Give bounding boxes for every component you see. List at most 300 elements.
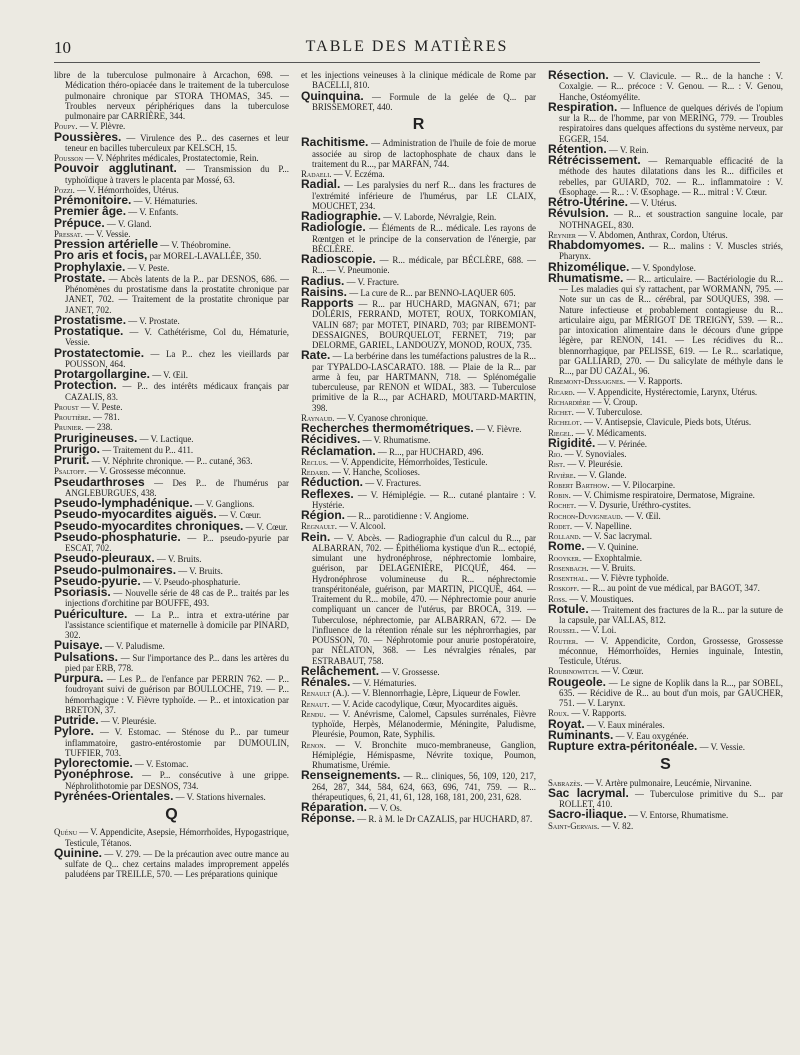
- entry-text: — Le signe de Koplik dans la R..., par SOBEL, 635. — Récidive de R... au bout d'un mois, par GAUCHER, 751. — V. Larynx.: [559, 677, 783, 708]
- entry-text: — V. Utérus.: [628, 198, 677, 208]
- entry-text: — V. Vessie.: [697, 742, 745, 752]
- entry-heading: Rétro-Utérine.: [548, 195, 629, 209]
- entry-text: — V. Antisepsie, Clavicule, Pieds bots, Utérus.: [581, 417, 752, 428]
- index-entry: [54, 827, 289, 848]
- entry-text: — V. Synoviales.: [562, 449, 627, 459]
- entry-heading: Roussel.: [548, 625, 579, 636]
- section-letter: R: [412, 116, 425, 133]
- index-entry: [548, 521, 783, 531]
- entry-text: — R... parotidienne : V. Angiome.: [345, 511, 469, 521]
- index-entry: [548, 674, 783, 709]
- entry-text: — 781.: [90, 412, 120, 422]
- index-entry: [54, 270, 289, 315]
- entry-heading: Rosenbach.: [548, 562, 589, 573]
- entry-text: — V. Œil.: [622, 510, 661, 521]
- entry-text: — V. Cyanose chronique.: [334, 412, 428, 423]
- entry-heading: Raynaud.: [301, 412, 335, 423]
- entry-text: — V. Rein.: [606, 144, 649, 155]
- section-letter: Q: [165, 806, 178, 823]
- entry-text: — V. Loi.: [578, 625, 617, 636]
- index-entry: [548, 417, 783, 427]
- index-column-left: [54, 70, 289, 1040]
- entry-text: — V. Pleurésie.: [565, 459, 623, 470]
- index-entry: [301, 677, 536, 688]
- entry-heading: Rochon-Duvigneaud.: [548, 510, 623, 521]
- index-entry: [54, 129, 289, 154]
- entry-heading: Résection.: [548, 70, 609, 82]
- index-entry: [548, 470, 783, 480]
- entry-text: — V. Chimisme respiratoire, Dermatose, Migraine.: [570, 490, 755, 500]
- entry-heading: Prostatique.: [54, 324, 124, 338]
- entry-text: — V. Théobromine.: [158, 240, 231, 250]
- entry-heading: Ruminants.: [548, 727, 614, 742]
- entry-text: — V. Néphrites médicales, Prostatectomie, Rein.: [82, 153, 259, 163]
- index-columns: [54, 70, 784, 1040]
- entry-text: — La P... intra et extra-utérine par l'assistance scientifique et maternelle à domicile par PINARD, 302.: [65, 609, 289, 640]
- entry-heading: Renaut.: [301, 698, 330, 709]
- entry-text: — V. Néphrite chronique. — P... cutané, 363.: [89, 456, 253, 466]
- entry-text: — V. Eczéma.: [331, 169, 385, 179]
- entry-text: — V. Appendicite, Hémorrhoïdes, Testicule.: [328, 456, 488, 467]
- entry-heading: Rhizomélique.: [548, 259, 630, 274]
- entry-heading: Pseudo-myocardites chroniques.: [54, 518, 244, 533]
- entry-text: — R..., par HUCHARD, 496.: [375, 446, 484, 457]
- entry-text: — V. Cœur.: [216, 510, 262, 521]
- entry-text: — V. Fractures.: [363, 478, 422, 489]
- entry-heading: Reynier: [548, 229, 576, 240]
- entry-heading: Psaltoff.: [54, 466, 87, 477]
- index-entry: [301, 137, 536, 169]
- entry-heading: Rénales.: [301, 675, 351, 689]
- entry-heading: Radiographie.: [301, 209, 382, 223]
- index-entry: [548, 449, 783, 459]
- index-entry: [548, 240, 783, 262]
- index-entry: [54, 412, 289, 422]
- index-entry: [301, 699, 536, 709]
- entry-heading: Reclus.: [301, 456, 329, 467]
- entry-heading: Rhabdomyomes.: [548, 238, 645, 252]
- entry-heading: Réduction.: [301, 475, 363, 490]
- entry-heading: Radiologie.: [301, 220, 366, 235]
- entry-heading: Pseudo-pyurie.: [54, 573, 141, 588]
- index-column-middle: [301, 70, 536, 1040]
- entry-text: — V. Tuberculose.: [573, 407, 643, 417]
- entry-heading: Pseudarthroses: [54, 474, 145, 489]
- entry-text: — R... articulaire. — Bactériologie du R... — Les maladies qui s'y rattachent, par WORMANN, 795. — Note sur un cas de R... cérébral, par SOUQUES, 398. — Nature infectieuse et probablement contagieuse du R... articulaire aigu, par MÉRIGOT DE TREIGNY, 539. — R... par intoxication alimentaire dans le décours d'une grippe légère, par RENON, 141. — Les récidives du R... blennorrhagique, par PELISSE, 619. — Le R... scarlatique, par GALLIARD, 270. — Du salicylate de méthyle dans le R..., par DU CAZAL, 96.: [559, 273, 783, 376]
- index-entry: [548, 636, 783, 667]
- entry-heading: Sabrazès.: [548, 777, 583, 788]
- index-entry: [301, 179, 536, 211]
- entry-heading: Pyonéphrose.: [54, 767, 134, 782]
- entry-text: — V. Enfants.: [126, 207, 179, 218]
- entry-heading: Ribemont-Dessaignes.: [548, 376, 626, 387]
- entry-text: — V. Abcès. — Radiographie d'un calcul du R..., par ALBARRAN, 702. — Épithélioma kystique d'un R... ectopié, simulant une hydronéphrose, néphrectomie lombaire, guérison, par DELAGENIÈRE, PICQUÉ, 464. — Hydronéphrose volumineuse du R... néphrectomie transpéritonéale, guérison, par MARTIN, PICQUÉ, 464. — Traitement du R... mobile, 470. — Néphrectomie pour anurie compliquant un cancer de l'utérus, par BROCA, 319. — Tuberculose, néphrectomie, par ALBARRAN, 672. — De l'influence de la rétention rénale sur les néphrorrhagies, par POUSSON, 70. — Néphrotomie pour anurie postopératoire, par NÉLATON, 368. — Les névralgies rénales, par ESTRABAUT, 758.: [312, 532, 536, 666]
- index-entry: [54, 474, 289, 499]
- entry-heading: Prurit.: [54, 453, 90, 467]
- entry-heading: Purpura.: [54, 671, 104, 685]
- index-entry: [548, 480, 783, 490]
- index-entry: [548, 553, 783, 563]
- entry-text: — Nouvelle série de 48 cas de P... traités par les injections d'orchitine par BOUFFE, 493.: [65, 588, 289, 609]
- entry-heading: Regnault.: [301, 521, 337, 532]
- entry-text: — V. Entorse, Rhumatisme.: [626, 810, 729, 821]
- index-entry: [54, 726, 289, 758]
- index-entry: [301, 254, 536, 276]
- index-entry: [301, 740, 536, 771]
- entry-text: — V. Laborde, Névralgie, Rein.: [381, 212, 497, 222]
- entry-text: — V. Grossesse.: [379, 666, 440, 677]
- index-entry: [548, 208, 783, 230]
- entry-heading: Prurigineuses.: [54, 430, 138, 445]
- entry-text: — Traitement des fractures de la R... par la suture de la capsule, par VALLAS, 812.: [559, 604, 783, 625]
- entry-heading: Renon.: [301, 739, 326, 750]
- entry-heading: Rome.: [548, 539, 585, 554]
- entry-heading: Rein.: [301, 529, 331, 544]
- entry-heading: Radial.: [301, 177, 341, 192]
- entry-heading: Ricard.: [548, 386, 575, 397]
- entry-text: — V. Fièvre.: [473, 424, 522, 434]
- entry-text: — V. Fièvre typhoïde.: [587, 573, 669, 583]
- running-title: TABLE DES MATIÈRES: [305, 38, 509, 55]
- entry-heading: Réponse.: [301, 811, 356, 826]
- entry-heading: Richet.: [548, 407, 574, 417]
- entry-text: — V. Hanche, Scolioses.: [329, 467, 420, 477]
- entry-heading: Pylorectomie.: [54, 756, 133, 770]
- index-entry: [54, 673, 289, 715]
- index-entry: [301, 88, 536, 113]
- entry-heading: Rapports: [301, 296, 354, 310]
- entry-text: — V. Vessie.: [82, 228, 131, 239]
- entry-heading: Respiration.: [548, 99, 618, 114]
- entry-heading: Rist.: [548, 459, 566, 470]
- entry-text: — V. Pleurésie.: [98, 716, 157, 726]
- entry-text: — V. Cœur.: [243, 521, 288, 532]
- entry-text: — V. Pilocarpine.: [609, 479, 676, 490]
- entry-text: — V. Sac lacrymal.: [580, 531, 652, 541]
- entry-heading: Réclamation.: [301, 443, 376, 458]
- index-entry: [548, 563, 783, 573]
- entry-heading: Relâchement.: [301, 663, 380, 678]
- entry-heading: Pseudo-pleuraux.: [54, 551, 155, 566]
- entry-heading: Roux.: [548, 708, 570, 719]
- entry-text: — V. Rapports.: [625, 376, 683, 387]
- index-entry: [54, 455, 289, 466]
- index-entry: [54, 788, 289, 803]
- entry-heading: Prémonitoire.: [54, 193, 132, 207]
- entry-text: — V. Rhumatisme.: [360, 435, 431, 446]
- entry-text: — V. Eau oxygénée.: [613, 730, 689, 741]
- entry-heading: Rotule.: [548, 601, 589, 616]
- entry-heading: Richelot.: [548, 417, 582, 428]
- index-entry: [548, 625, 783, 635]
- entry-text: — R... malins : V. Muscles striés, Pharynx.: [559, 241, 783, 262]
- entry-heading: Premier âge.: [54, 204, 127, 219]
- entry-text: — Les P... de l'enfance par PERRIN 762. — P... foudroyant suivi de guérison par BOULLOCHE, 719. — P... hémorrhagique : V. Fièvre typhoïde. — P... et intoxication par BRETON, 37.: [65, 674, 289, 715]
- entry-text: — V. Artère pulmonaire, Leucémie, Nirvanine.: [582, 777, 752, 788]
- index-entry: [548, 407, 783, 417]
- entry-text: — V. Clavicule. — R... de la hanche : V. Coxalgie. — R... précoce : V. Genou. — R... : V. Genou, Hanche, Ostéomyélite.: [559, 71, 783, 102]
- entry-text: — V. Bruits.: [176, 565, 223, 576]
- index-entry: [548, 500, 783, 510]
- index-entry: [548, 397, 783, 407]
- entry-text: — 238.: [83, 422, 113, 433]
- entry-heading: Poussières.: [54, 129, 122, 144]
- entry-text: — V. Os.: [367, 803, 402, 813]
- entry-heading: Rétrécissement.: [548, 153, 641, 167]
- index-entry: [548, 785, 783, 810]
- entry-text: — R... cliniques, 56, 109, 120, 217, 264, 287, 344, 584, 624, 663, 696, 741, 759. — R... thérapeutiques, 6, 21, 41, 61, 128, 168, 181, 200, 231, 628.: [312, 771, 536, 802]
- entry-heading: Prunier.: [54, 422, 84, 433]
- entry-heading: Reflexes.: [301, 486, 354, 501]
- index-entry: [301, 688, 536, 698]
- entry-heading: Rate.: [301, 348, 331, 363]
- index-column-right: [548, 70, 783, 1040]
- entry-heading: Rivière.: [548, 469, 576, 480]
- entry-text: — Virulence des P... des casernes et leur teneur en bacilles tuberculeux par KELSCH, 15.: [65, 132, 289, 153]
- entry-text: — P... des intérêts médicaux français par CAZALIS, 83.: [65, 381, 289, 402]
- entry-text: — V. Croup.: [590, 396, 638, 407]
- entry-heading: Radaeli.: [301, 169, 332, 179]
- entry-heading: Rétention.: [548, 141, 607, 156]
- index-entry: [54, 402, 289, 412]
- entry-heading: Renault (A.).: [301, 688, 350, 699]
- entry-heading: Rigidité.: [548, 435, 596, 450]
- entry-heading: Renseignements.: [301, 768, 401, 783]
- entry-text: — V. Rapports.: [569, 708, 627, 719]
- entry-text: — V. Bruits.: [154, 554, 202, 565]
- entry-heading: Rougeole.: [548, 674, 607, 689]
- entry-heading: Protargollargine.: [54, 367, 151, 381]
- index-entry: [54, 769, 289, 791]
- entry-text: — Influence de quelques dérivés de l'opium sur la R... de l'homme, par von MERING, 779. — Troubles respiratoires dans quelques affections du système nerveux, par EGGER, 154.: [559, 102, 783, 144]
- index-entry: [548, 490, 783, 500]
- entry-text: — V. Moustiques.: [567, 593, 634, 604]
- entry-heading: Récidives.: [301, 432, 361, 447]
- entry-text: — V. Grossesse méconnue.: [86, 466, 186, 477]
- entry-text: — V. Dysurie, Uréthro-cystites.: [576, 500, 691, 511]
- entry-text: — V. Œil.: [150, 370, 188, 380]
- index-entry: [548, 541, 783, 552]
- entry-heading: Prépuce.: [54, 215, 105, 230]
- entry-text: — V. Gland.: [104, 218, 152, 229]
- entry-text: — La P... chez les vieillards par POUSSON, 464.: [65, 348, 289, 369]
- index-entry: [548, 155, 783, 197]
- entry-text: — Des P... de l'humérus par ANGLEBURGUES, 438.: [65, 477, 289, 498]
- entry-text: — V. 279. — De la précaution avec outre mance au sulfate de Q... chez certains malades improprement appelés paludéens par TREILLE, 570. — Les préparations quinique: [65, 848, 289, 880]
- entry-heading: Pouvoir agglutinant.: [54, 161, 177, 176]
- index-entry: [54, 606, 289, 641]
- entry-heading: Pulsations.: [54, 649, 119, 664]
- entry-text: — V. Spondylose.: [629, 262, 696, 273]
- entry-text: — V. Estomac.: [132, 759, 189, 769]
- entry-text: — Traitement du P... 411.: [100, 444, 194, 455]
- entry-text: — Administration de l'huile de foie de morue associée au sirop de lactophosphate de chaux dans le traitement du R..., par MARFAN, 744.: [312, 138, 536, 169]
- entry-heading: Prostatisme.: [54, 312, 127, 327]
- page-header: [54, 38, 760, 60]
- entry-text: — V. Abdomen, Anthrax, Cordon, Utérus.: [575, 229, 728, 240]
- entry-heading: Quénu: [54, 827, 78, 838]
- entry-text: — V. Paludisme.: [102, 641, 165, 652]
- index-entry: [54, 326, 289, 348]
- entry-heading: Roubinowitch.: [548, 666, 600, 677]
- entry-text: — V. Plèvre.: [77, 121, 126, 132]
- entry-heading: Radioscopie.: [301, 252, 376, 266]
- entry-heading: Rooyker.: [548, 552, 582, 563]
- entry-heading: Pyrénées-Orientales.: [54, 788, 174, 803]
- entry-text: — Remarquable efficacité de la méthode des hautes dilatations dans les R... difficiles et rebelles, par GUIARD, 702. — R... inflammatoire : V. Œsophage. — R... : V. Œsophage. — R... mitral : V. Cœur.: [559, 156, 783, 197]
- entry-heading: Putride.: [54, 713, 99, 727]
- entry-heading: Ross.: [548, 593, 568, 604]
- index-entry: [548, 435, 783, 450]
- index-entry: [548, 741, 783, 752]
- entry-text: — V. Prostate.: [126, 315, 180, 326]
- index-entry: [548, 459, 783, 469]
- entry-heading: Royat.: [548, 716, 585, 731]
- entry-heading: Pylore.: [54, 724, 95, 739]
- entry-text: — V. Périnée.: [595, 438, 648, 449]
- entry-heading: Rio.: [548, 449, 563, 459]
- index-entry: [301, 709, 536, 740]
- entry-heading: Pozzi.: [54, 184, 75, 195]
- entry-heading: Sac lacrymal.: [548, 785, 629, 800]
- entry-heading: Pseudo-myocardites aiguës.: [54, 507, 217, 522]
- entry-heading: Routier.: [548, 635, 579, 646]
- entry-text: — V. Peste.: [78, 401, 123, 412]
- index-entry: [548, 821, 783, 831]
- entry-text: — V. Appendicite, Cordon, Grossesse, Grossesse méconnue, Hémorrhoïdes, Hernies inguinale, Intestin, Testicule, Utérus.: [559, 635, 783, 666]
- index-entry: [548, 809, 783, 820]
- index-entry: [54, 587, 289, 609]
- entry-heading: Psoriasis.: [54, 585, 111, 599]
- entry-text: — R. à M. le Dr CAZALIS, par HUCHARD, 87.: [355, 814, 533, 825]
- entry-heading: Région.: [301, 508, 345, 522]
- entry-text: — V. Hématuries.: [350, 678, 417, 688]
- index-entry: [54, 70, 289, 121]
- entry-text: et les injections veineuses à la clinique médicale de Rome par BACELLI, 810.: [301, 70, 536, 91]
- entry-heading: Recherches thermométriques.: [301, 421, 474, 435]
- index-entry: [548, 376, 783, 386]
- entry-text: — Les paralysies du nerf R... dans les fractures de l'extrémité inférieure de l'humérus, par LE CLAIX, MOUCHET, 234.: [312, 180, 536, 211]
- entry-heading: Rosenthal.: [548, 573, 588, 583]
- entry-heading: Proutière.: [54, 412, 91, 422]
- index-entry: [548, 583, 783, 593]
- index-entry: [548, 99, 783, 144]
- index-entry: [54, 380, 289, 402]
- entry-heading: Pro aris et focis,: [54, 248, 148, 263]
- entry-heading: Rhumatisme.: [548, 270, 624, 285]
- entry-heading: Redard.: [301, 467, 330, 477]
- entry-text: libre de la tuberculose pulmonaire à Arcachon, 698. — Médication théro-opiacée dans le traitement de la tuberculose pulmonaire chronique par STORA THOMAS, 345. — Troubles nerveux périphériques dans la tuberculose pulmonaire par CARRIÈRE, 344.: [54, 70, 289, 121]
- index-entry: [301, 350, 536, 413]
- entry-text: — Tuberculose primitive du S... par ROLLET, 410.: [559, 788, 783, 809]
- entry-text: — La berbérine dans les tuméfactions palustres de la R... par TYPALDO-LASCARATO. 188. — Plaie de la R... par arme à feu, par HARTMANN, 718. — Splénomégalie tuberculeuse, par RENON et WIDAL, 383. — Tuberculose primitive de la R..., par ACHARD, MOUTARD-MARTIN, 398.: [312, 351, 536, 413]
- entry-heading: Quinine.: [54, 845, 102, 860]
- index-entry: [301, 70, 536, 91]
- entry-heading: Prostatectomie.: [54, 345, 145, 360]
- index-entry: [301, 298, 536, 350]
- entry-text: — Exophtalmie.: [581, 552, 643, 563]
- index-entry: [54, 345, 289, 370]
- index-entry: [54, 215, 289, 230]
- entry-heading: Radius.: [301, 273, 345, 288]
- entry-heading: Raisins.: [301, 284, 348, 299]
- entry-heading: Rupture extra-péritonéale.: [548, 739, 698, 753]
- entry-text: — V. Hémiplégie. — R... cutané plantaire : V. Hystérie.: [312, 489, 536, 510]
- index-entry: [301, 813, 536, 824]
- index-entry: [301, 457, 536, 467]
- entry-heading: Proust: [54, 401, 79, 412]
- entry-heading: Sacro-iliaque.: [548, 807, 627, 822]
- index-entry: [301, 486, 536, 511]
- entry-text: — Sur l'importance des P... dans les artères du pied par ERB, 778.: [65, 652, 289, 673]
- index-entry: [548, 387, 783, 397]
- entry-heading: Rendu.: [301, 708, 326, 719]
- index-entry: [548, 601, 783, 626]
- index-entry: [548, 573, 783, 583]
- entry-text: — V. Glande.: [575, 469, 627, 480]
- index-entry: [301, 222, 536, 254]
- entry-heading: Rachitisme.: [301, 135, 369, 150]
- entry-heading: Puisaye.: [54, 638, 103, 653]
- entry-heading: Saint-Gervais.: [548, 820, 600, 831]
- entry-heading: Pressat.: [54, 228, 83, 239]
- index-entry: [548, 270, 783, 377]
- entry-text: — V. Cœur.: [599, 666, 644, 677]
- entry-heading: Puériculture.: [54, 606, 128, 621]
- entry-text: — V. Napelline.: [572, 520, 632, 531]
- entry-text: — V. 82.: [599, 820, 634, 831]
- entry-text: — La cure de R... par BENNO-LAQUER 605.: [347, 287, 516, 298]
- entry-heading: Pousson: [54, 153, 83, 163]
- index-entry: [54, 529, 289, 554]
- entry-text: — V. Hématuries.: [131, 196, 198, 206]
- entry-text: — V. Quinine.: [584, 542, 639, 553]
- entry-heading: Rolland.: [548, 531, 581, 541]
- entry-text: — V. Alcool.: [336, 521, 386, 532]
- entry-text: — V. Appendicite, Hystérectomie, Larynx, Utérus.: [574, 386, 758, 397]
- entry-heading: Prostate.: [54, 270, 106, 285]
- index-entry: [301, 521, 536, 531]
- entry-heading: Rochet.: [548, 500, 577, 511]
- entry-heading: Riegel.: [548, 427, 574, 438]
- entry-heading: Poupy.: [54, 121, 78, 132]
- entry-text: — R... par HUCHARD, MAGNAN, 671; par DOLÉRIS, FERRAND, MOTET, ROUX, TORKOMIAN, VALIN 687; par MOTET, PINARD, 703; par RIBEMONT-DESSAIGNES, BOURQUELOT, FERNET, 719; par DELORME, GARIEL, LANDOUZY, MONOD, ROUX, 735.: [312, 299, 536, 350]
- entry-heading: Protection.: [54, 378, 117, 393]
- entry-text: — R... au point de vue médical, par BAGOT, 347.: [579, 583, 760, 594]
- index-entry: [301, 770, 536, 802]
- entry-text: — Éléments de R... médicale. Les rayons de Rœntgen et le principe de la conservation de l'énergie, par BÉCLÈRE.: [312, 223, 536, 254]
- entry-text: — Formule de la gelée de Q... par BRISSEMORET, 440.: [312, 91, 536, 112]
- entry-heading: Révulsion.: [548, 206, 609, 221]
- entry-heading: Pseudo-lymphadénique.: [54, 496, 193, 510]
- entry-text: — V. Bruits.: [588, 562, 636, 573]
- entry-text: — V. Fracture.: [344, 276, 399, 287]
- entry-heading: Roskoff.: [548, 583, 580, 594]
- entry-text: — V. Ganglions.: [192, 499, 255, 509]
- index-entry: [548, 511, 783, 521]
- entry-heading: Richardière: [548, 396, 591, 407]
- entry-text: — V. Blennorrhagie, Lèpre, Liqueur de Fowler.: [349, 688, 521, 699]
- entry-text: — V. Peste.: [125, 262, 170, 273]
- index-entry: [301, 529, 536, 666]
- index-entry: [548, 70, 783, 102]
- entry-text: — V. Médicaments.: [573, 427, 647, 438]
- entry-heading: Rodet.: [548, 520, 573, 531]
- entry-text: — V. Pseudo-phosphaturie.: [140, 576, 241, 587]
- header-rule: [54, 62, 760, 63]
- entry-text: — Abcès latents de la P... par DESNOS, 686. — Phénomènes du prostatisme dans la prostatite chronique par JANET, 702. — Traitement de la prostatite chronique par JANET, 702.: [65, 273, 289, 315]
- entry-text: — V. Appendicite, Asepsie, Hémorrhoïdes, Hypogastrique, Testicule, Tétanos.: [65, 827, 289, 848]
